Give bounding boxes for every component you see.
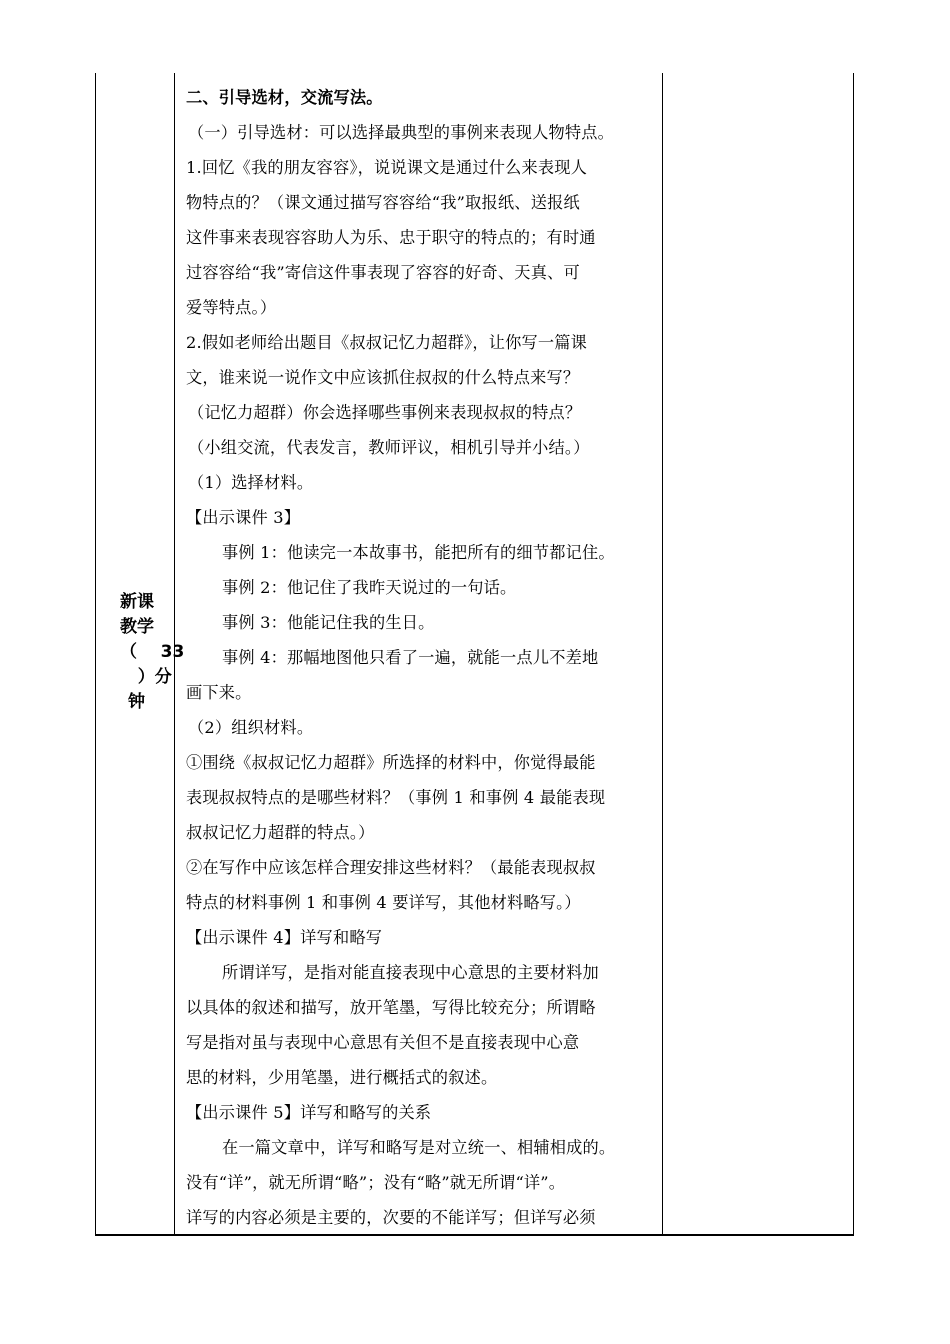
- content-line: 文，谁来说一说作文中应该抓住叔叔的什么特点来写？: [186, 368, 580, 387]
- content-line: 2.假如老师给出题目《叔叔记忆力超群》，让你写一篇课: [186, 333, 588, 352]
- section-label-cell: [96, 590, 185, 715]
- content-line: 事例 4：那幅地图他只看了一遍，就能一点儿不差地: [222, 648, 599, 667]
- content-line: 1.回忆《我的朋友容容》，说说课文是通过什么来表现人: [186, 158, 588, 177]
- content-line: （一）引导选材：可以选择最典型的事例来表现人物特点。: [188, 123, 615, 142]
- content-line: 物特点的？（课文通过描写容容给“我”取报纸、送报纸: [186, 193, 580, 212]
- table-border-right: [853, 73, 854, 1236]
- content-line: 这件事来表现容容助人为乐、忠于职守的特点的；有时通: [186, 228, 596, 247]
- content-line: 【出示课件 3】: [186, 508, 301, 527]
- content-line: （记忆力超群）你会选择哪些事例来表现叔叔的特点？: [188, 403, 582, 422]
- content-line: ①围绕《叔叔记忆力超群》所选择的材料中，你觉得最能: [186, 753, 596, 772]
- content-line: 二、引导选材，交流写法。: [186, 88, 383, 107]
- content-line: 【出示课件 4】详写和略写: [186, 928, 383, 947]
- content-line: （2）组织材料。: [188, 718, 314, 737]
- lesson-content-cell: [176, 80, 663, 1235]
- content-line: 爱等特点。）: [186, 298, 277, 317]
- content-line: 写是指对虽与表现中心意思有关但不是直接表现中心意: [186, 1033, 580, 1052]
- content-line: ②在写作中应该怎样合理安排这些材料？（最能表现叔叔: [186, 858, 596, 877]
- content-line: 表现叔叔特点的是哪些材料？（事例 1 和事例 4 最能表现: [186, 788, 606, 807]
- content-line: 详写的内容必须是主要的，次要的不能详写；但详写必须: [186, 1208, 596, 1227]
- content-line: 思的材料，少用笔墨，进行概括式的叙述。: [186, 1068, 498, 1087]
- content-line: 事例 2：他记住了我昨天说过的一句话。: [222, 578, 517, 597]
- content-line: 以具体的叙述和描写，放开笔墨，写得比较充分；所谓略: [186, 998, 596, 1017]
- content-line: 没有“详”，就无所谓“略”；没有“略”就无所谓“详”。: [186, 1173, 566, 1192]
- content-line: 事例 1：他读完一本故事书，能把所有的细节都记住。: [222, 543, 615, 562]
- section-label-line: ）分: [120, 667, 172, 687]
- content-line: （1）选择材料。: [188, 473, 314, 492]
- content-line: 特点的材料事例 1 和事例 4 要详写，其他材料略写。）: [186, 893, 581, 912]
- content-line: 在一篇文章中，详写和略写是对立统一、相辅相成的。: [222, 1138, 616, 1157]
- section-label-line: （ 33: [120, 642, 185, 662]
- section-label-line: 新课: [120, 592, 154, 612]
- content-line: 画下来。: [186, 683, 252, 702]
- content-line: 所谓详写，是指对能直接表现中心意思的主要材料加: [222, 963, 599, 982]
- content-line: 叔叔记忆力超群的特点。）: [186, 823, 375, 842]
- content-line: （小组交流，代表发言，教师评议，相机引导并小结。）: [188, 438, 590, 457]
- content-line: 过容容给“我”寄信这件事表现了容容的好奇、天真、可: [186, 263, 580, 282]
- section-label-line: 钟: [128, 692, 145, 712]
- content-line: 【出示课件 5】详写和略写的关系: [186, 1103, 432, 1122]
- section-label-line: 教学: [120, 617, 154, 637]
- content-line: 事例 3：他能记住我的生日。: [222, 613, 435, 632]
